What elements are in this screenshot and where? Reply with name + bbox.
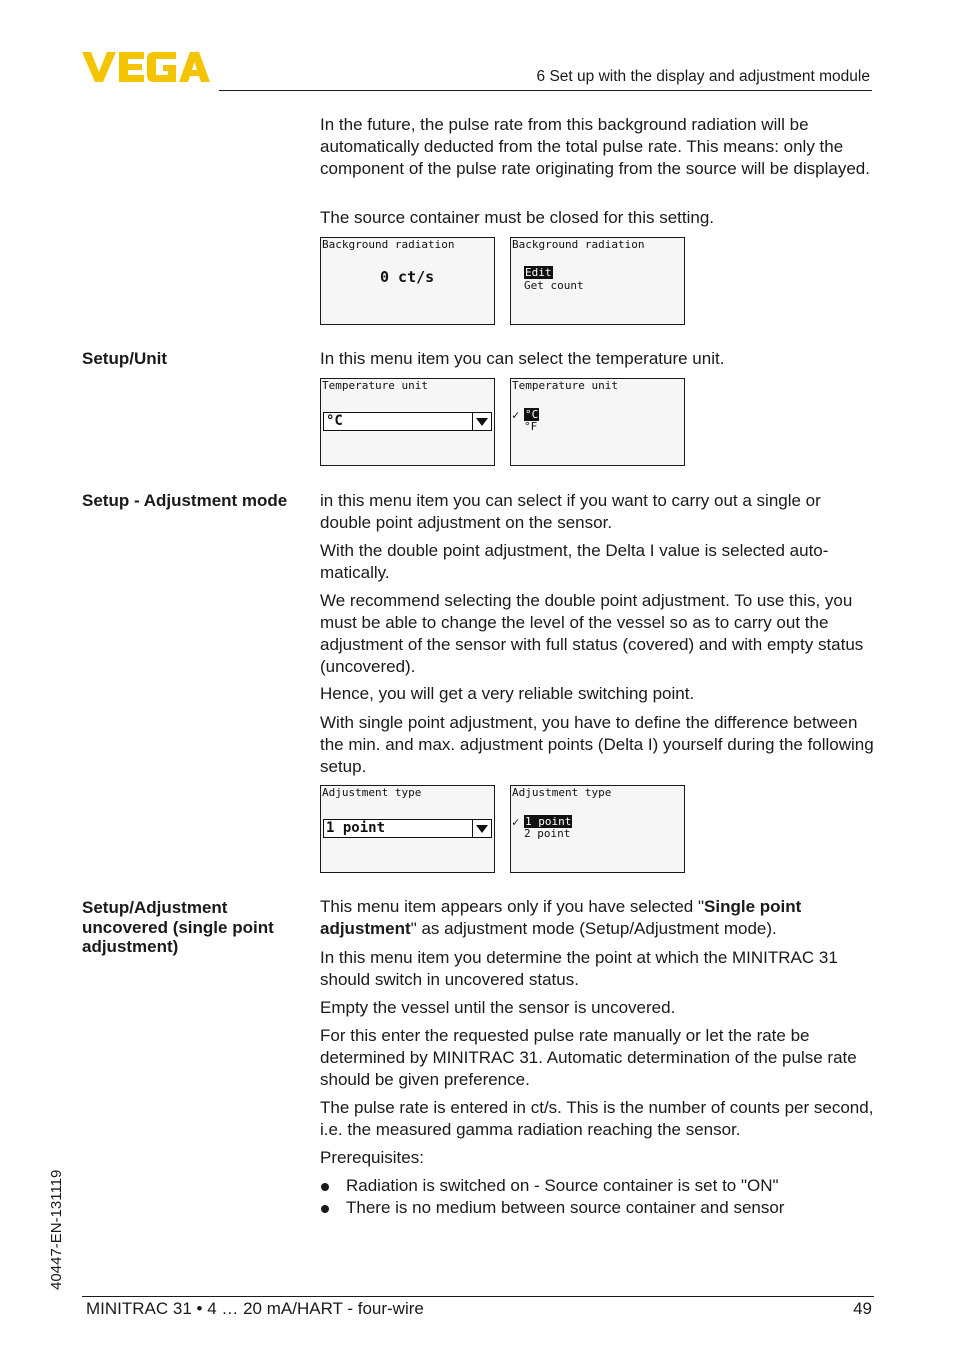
footer-divider (82, 1296, 874, 1297)
dropdown-arrow-icon (472, 820, 491, 837)
lcd-option-1-point: 1 point (525, 815, 572, 828)
lcd-option-get-count: Get count (524, 279, 584, 292)
check-icon: ✓ (512, 408, 520, 422)
uncovered-paragraph-4: For this enter the requested pulse rate manually or let the rate be determined by MINITRAC 31. Automatic determination of the pulse rate should be given preference. (320, 1026, 857, 1089)
heading-adjustment-uncovered: Setup/Adjustment uncovered (single point adjustment) (82, 898, 274, 956)
adjustment-type-dropdown (323, 819, 492, 838)
document-code: 40447-EN-131119 (48, 1169, 65, 1290)
adjust-paragraph-2: With the double point adjustment, the Delta I value is selected auto-matically. (320, 541, 829, 582)
uncovered-paragraph-2: In this menu item you determine the point at which the MINITRAC 31 should switch in uncovered status. (320, 948, 838, 989)
lcd-title: Temperature unit (322, 379, 428, 392)
adjust-paragraph-4: Hence, you will get a very reliable switching point. (320, 684, 695, 703)
page-number: 49 (853, 1299, 872, 1318)
heading-setup-unit: Setup/Unit (82, 349, 167, 368)
temperature-unit-dropdown (323, 412, 492, 431)
lcd-title: Temperature unit (512, 379, 618, 392)
list-item: There is no medium between source container and sensor (320, 1197, 876, 1219)
check-icon: ✓ (512, 815, 520, 829)
list-item: Radiation is switched on - Source container is set to "ON" (320, 1175, 876, 1197)
adjust-paragraph-5: With single point adjustment, you have to define the difference between the min. and max. adjustment points (Delta I) yourself during the following setup. (320, 713, 874, 776)
dropdown-value: 1 point (326, 820, 386, 836)
lcd-temperature-unit-select (320, 378, 495, 466)
prerequisites-list (320, 1175, 876, 1219)
adjust-paragraph-1: in this menu item you can select if you want to carry out a single or double point adjustment on the sensor. (320, 491, 821, 532)
adjust-paragraph-3: We recommend selecting the double point adjustment. To use this, you must be able to change the level of the vessel so as to carry out the adjustment of the sensor with full status (covered) and with empty status (uncovered). (320, 591, 864, 676)
lcd-adjustment-type-list (510, 785, 685, 873)
lcd-option-celsius: °C (525, 408, 539, 421)
uncovered-paragraph-1: This menu item appears only if you have selected "Single point adjustment" as adjustment mode (Setup/Adjustment mode). (320, 897, 802, 938)
footer-product: MINITRAC 31 • 4 … 20 mA/HART - four-wire (86, 1299, 424, 1318)
uncovered-paragraph-6: Prerequisites: (320, 1148, 424, 1167)
lcd-adjustment-type-select (320, 785, 495, 873)
heading-adjustment-mode: Setup - Adjustment mode (82, 491, 288, 510)
lcd-background-radiation-menu (510, 237, 685, 325)
vega-logo (82, 52, 212, 82)
header-divider (219, 90, 872, 91)
lcd-option-fahrenheit: °F (524, 420, 538, 433)
uncovered-paragraph-5: The pulse rate is entered in ct/s. This is the number of counts per second, i.e. the measured gamma radiation reaching the sensor. (320, 1098, 874, 1139)
lcd-background-radiation-value (320, 237, 495, 325)
lcd-temperature-unit-list (510, 378, 685, 466)
intro-paragraph-2: The source container must be closed for this setting. (320, 208, 715, 227)
lcd-title: Adjustment type (322, 786, 422, 799)
intro-paragraph-1: In the future, the pulse rate from this background radiation will be automatically deducted from the total pulse rate. This means: only the component of the pulse rate originating from the source will be displayed. (320, 115, 870, 178)
lcd-option-2-point: 2 point (524, 827, 571, 840)
lcd-option-edit: Edit (525, 266, 552, 279)
dropdown-value: °C (326, 413, 343, 429)
lcd-title: Adjustment type (512, 786, 612, 799)
uncovered-paragraph-3: Empty the vessel until the sensor is uncovered. (320, 998, 676, 1017)
unit-paragraph: In this menu item you can select the temperature unit. (320, 349, 725, 368)
lcd-title: Background radiation (322, 238, 455, 251)
lcd-title: Background radiation (512, 238, 645, 251)
lcd-value: 0 ct/s (380, 268, 435, 286)
dropdown-arrow-icon (472, 413, 491, 430)
section-title: 6 Set up with the display and adjustment module (536, 68, 870, 85)
